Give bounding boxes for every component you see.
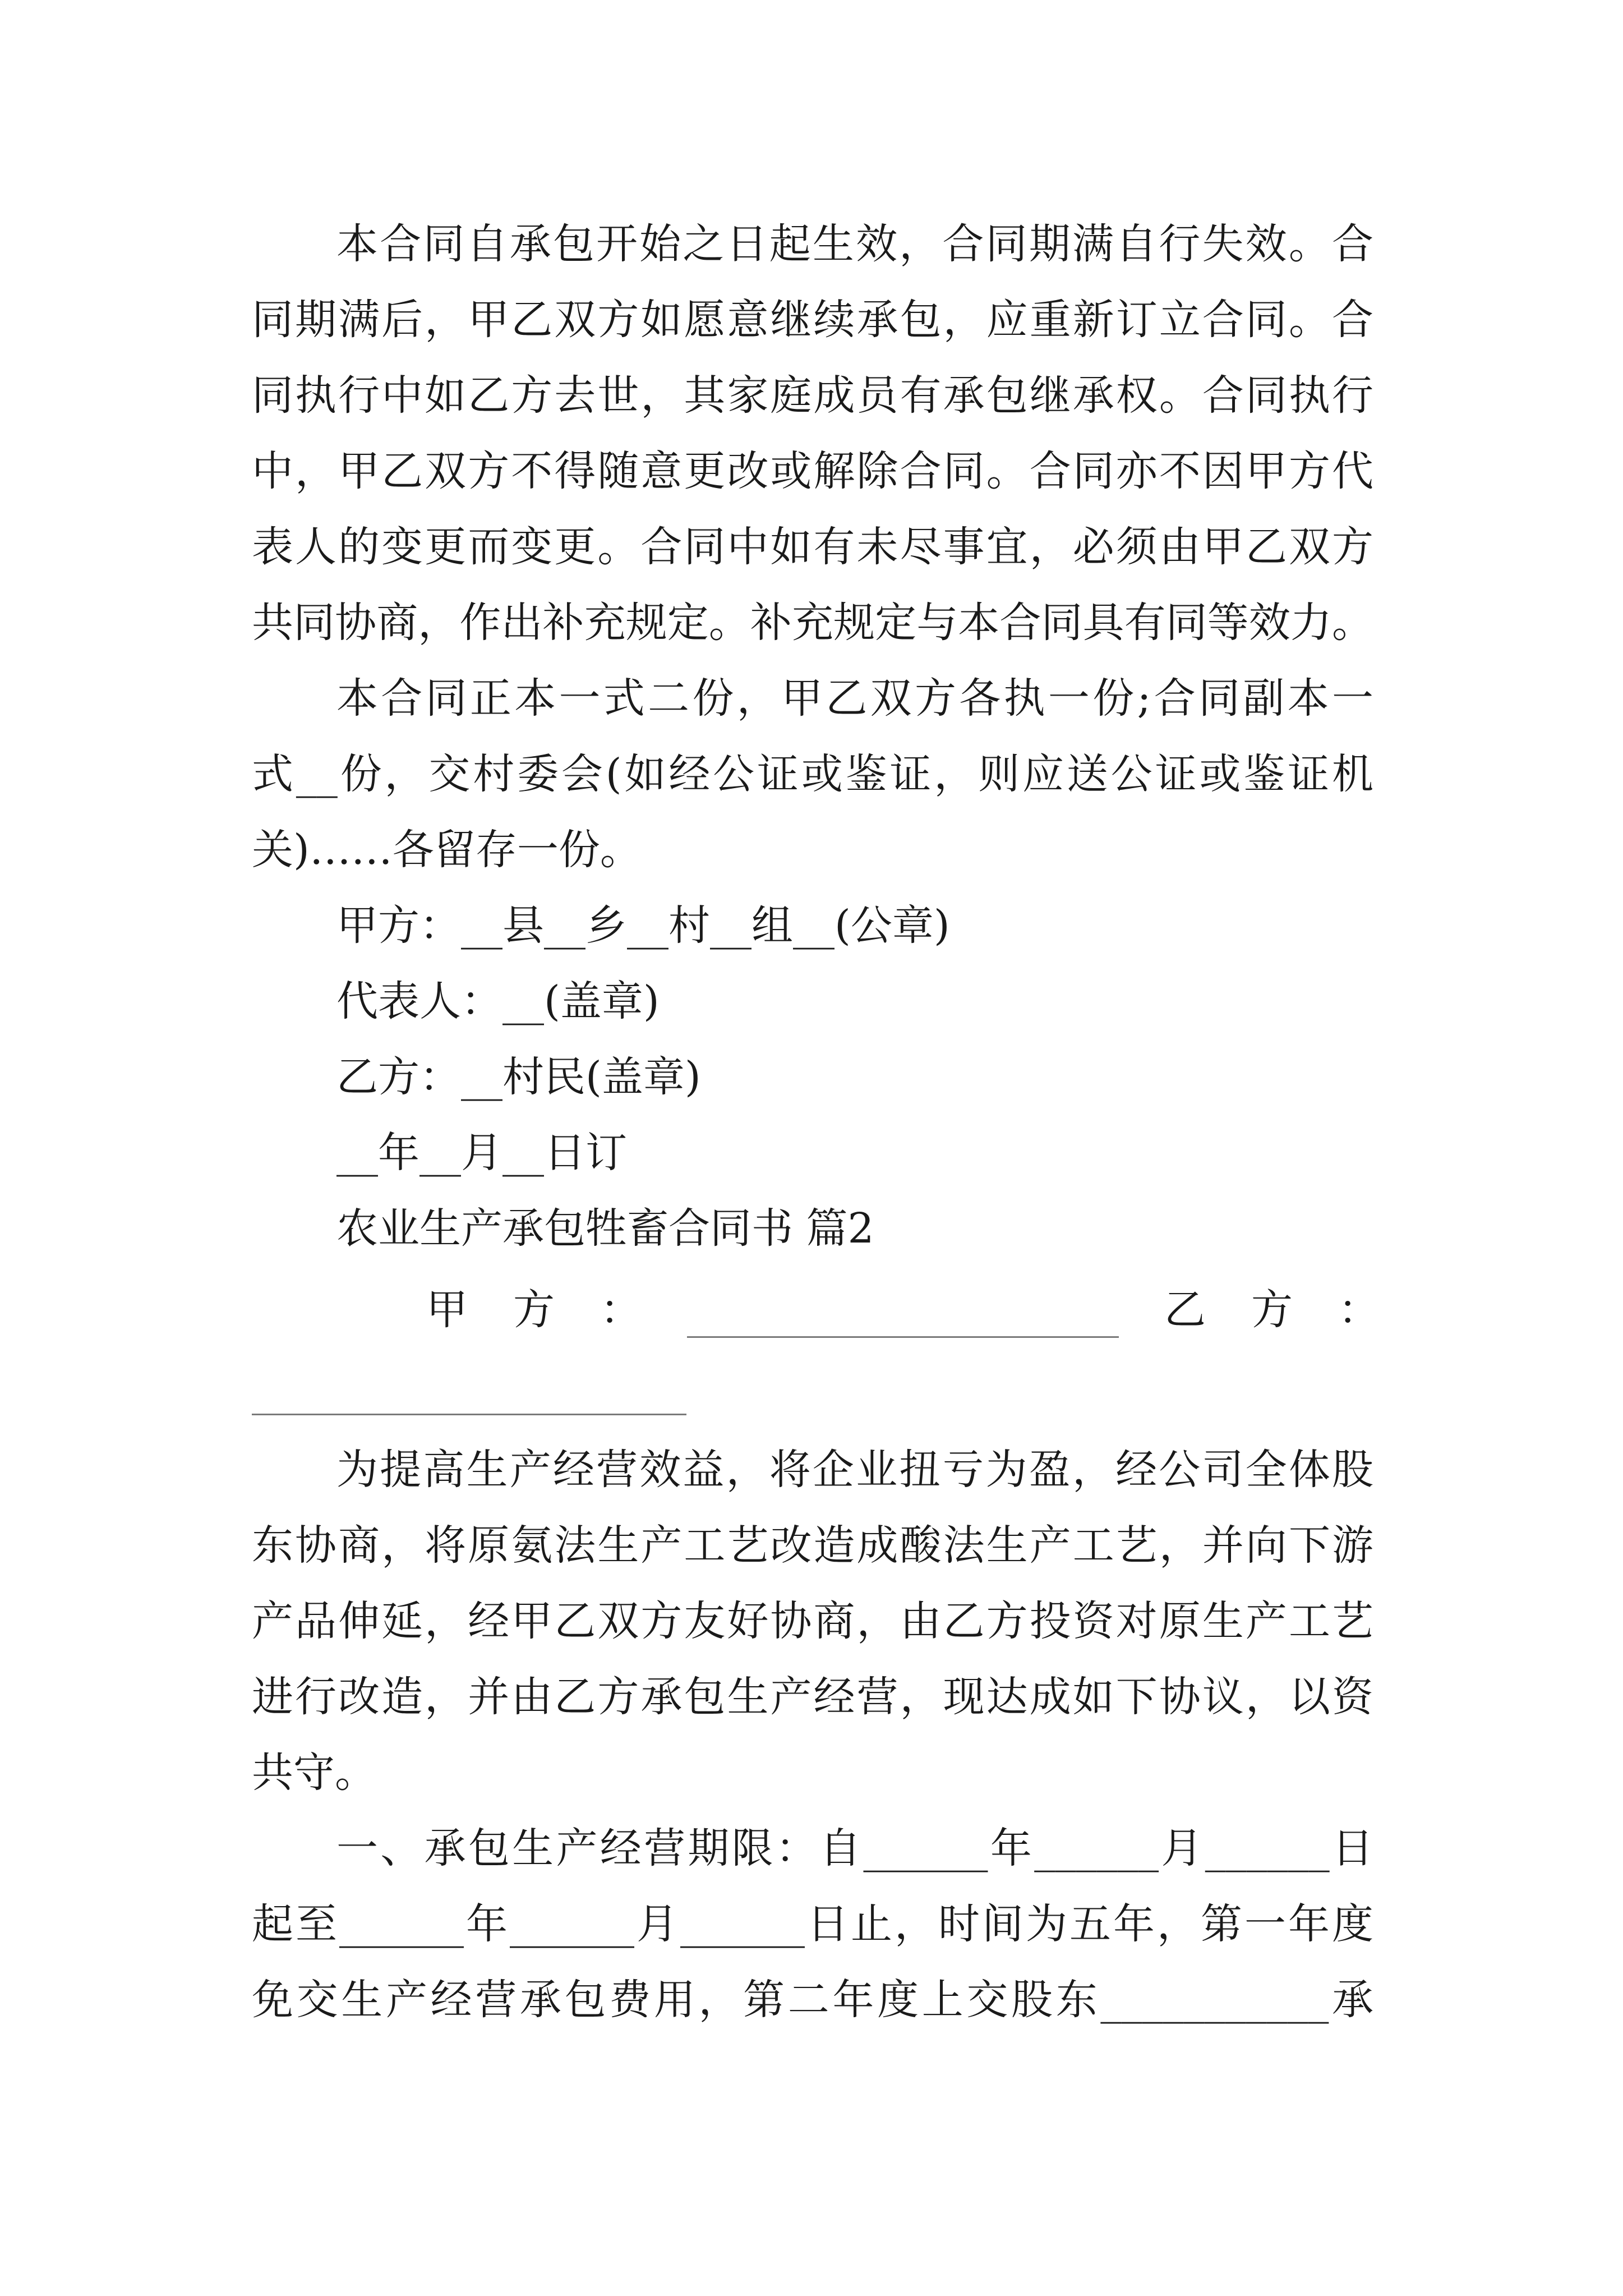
text-line: 共守。 <box>252 1749 376 1797</box>
party-b-blank <box>252 1414 686 1415</box>
text-line: 同执行中如乙方去世，其家庭成员有承包继承权。合同执行 <box>252 371 1373 420</box>
signature-party-b: 乙方：__村民(盖章) <box>336 1053 701 1101</box>
text-line: 为提高生产经营效益，将企业扭亏为盈，经公司全体股 <box>336 1446 1373 1494</box>
signature-party-a: 甲方：__县__乡__村__组__(公章) <box>336 901 950 950</box>
text-line: 进行改造，并由乙方承包生产经营，现达成如下协议，以资 <box>252 1673 1373 1721</box>
text-line: 中，甲乙双方不得随意更改或解除合同。合同亦不因甲方代 <box>252 447 1373 495</box>
party-a-colon: ： <box>600 1286 642 1334</box>
text-line: 关)……各留存一份。 <box>252 826 642 874</box>
text-line: 本合同自承包开始之日起生效，合同期满自行失效。合 <box>336 220 1373 268</box>
text-line: 本合同正本一式二份，甲乙双方各执一份;合同副本一 <box>336 674 1373 723</box>
signature-representative: 代表人：__(盖章) <box>336 977 660 1025</box>
party-b-char: 方 <box>1251 1286 1293 1334</box>
party-b-colon: ： <box>1338 1286 1380 1334</box>
text-line: 式__份，交村委会(如经公证或鉴证，则应送公证或鉴证机 <box>252 750 1373 798</box>
clause-line: 免交生产经营承包费用，第二年度上交股东___________承 <box>252 1976 1373 2024</box>
clause-line: 一、承包生产经营期限：自______年______月______日 <box>336 1824 1373 1872</box>
section-heading: 农业生产承包牲畜合同书 篇2 <box>336 1204 874 1253</box>
text-line: 同期满后，甲乙双方如愿意继续承包，应重新订立合同。合 <box>252 296 1373 344</box>
text-line: 产品伸延，经甲乙双方友好协商，由乙方投资对原生产工艺 <box>252 1597 1373 1645</box>
party-a-blank <box>687 1298 1119 1338</box>
clause-line: 起至______年______月______日止，时间为五年，第一年度 <box>252 1900 1373 1948</box>
text-line: 共同协商，作出补充规定。补充规定与本合同具有同等效力。 <box>252 599 1373 647</box>
text-line: 表人的变更而变更。合同中如有未尽事宜，必须由甲乙双方 <box>252 523 1373 571</box>
signature-date: __年__月__日订 <box>336 1129 627 1177</box>
parties-row <box>426 1282 1380 1338</box>
party-b-char: 乙 <box>1164 1286 1206 1334</box>
party-a-char: 甲 <box>426 1286 468 1334</box>
text-line: 东协商，将原氨法生产工艺改造成酸法生产工艺，并向下游 <box>252 1521 1373 1570</box>
party-a-char: 方 <box>513 1286 555 1334</box>
